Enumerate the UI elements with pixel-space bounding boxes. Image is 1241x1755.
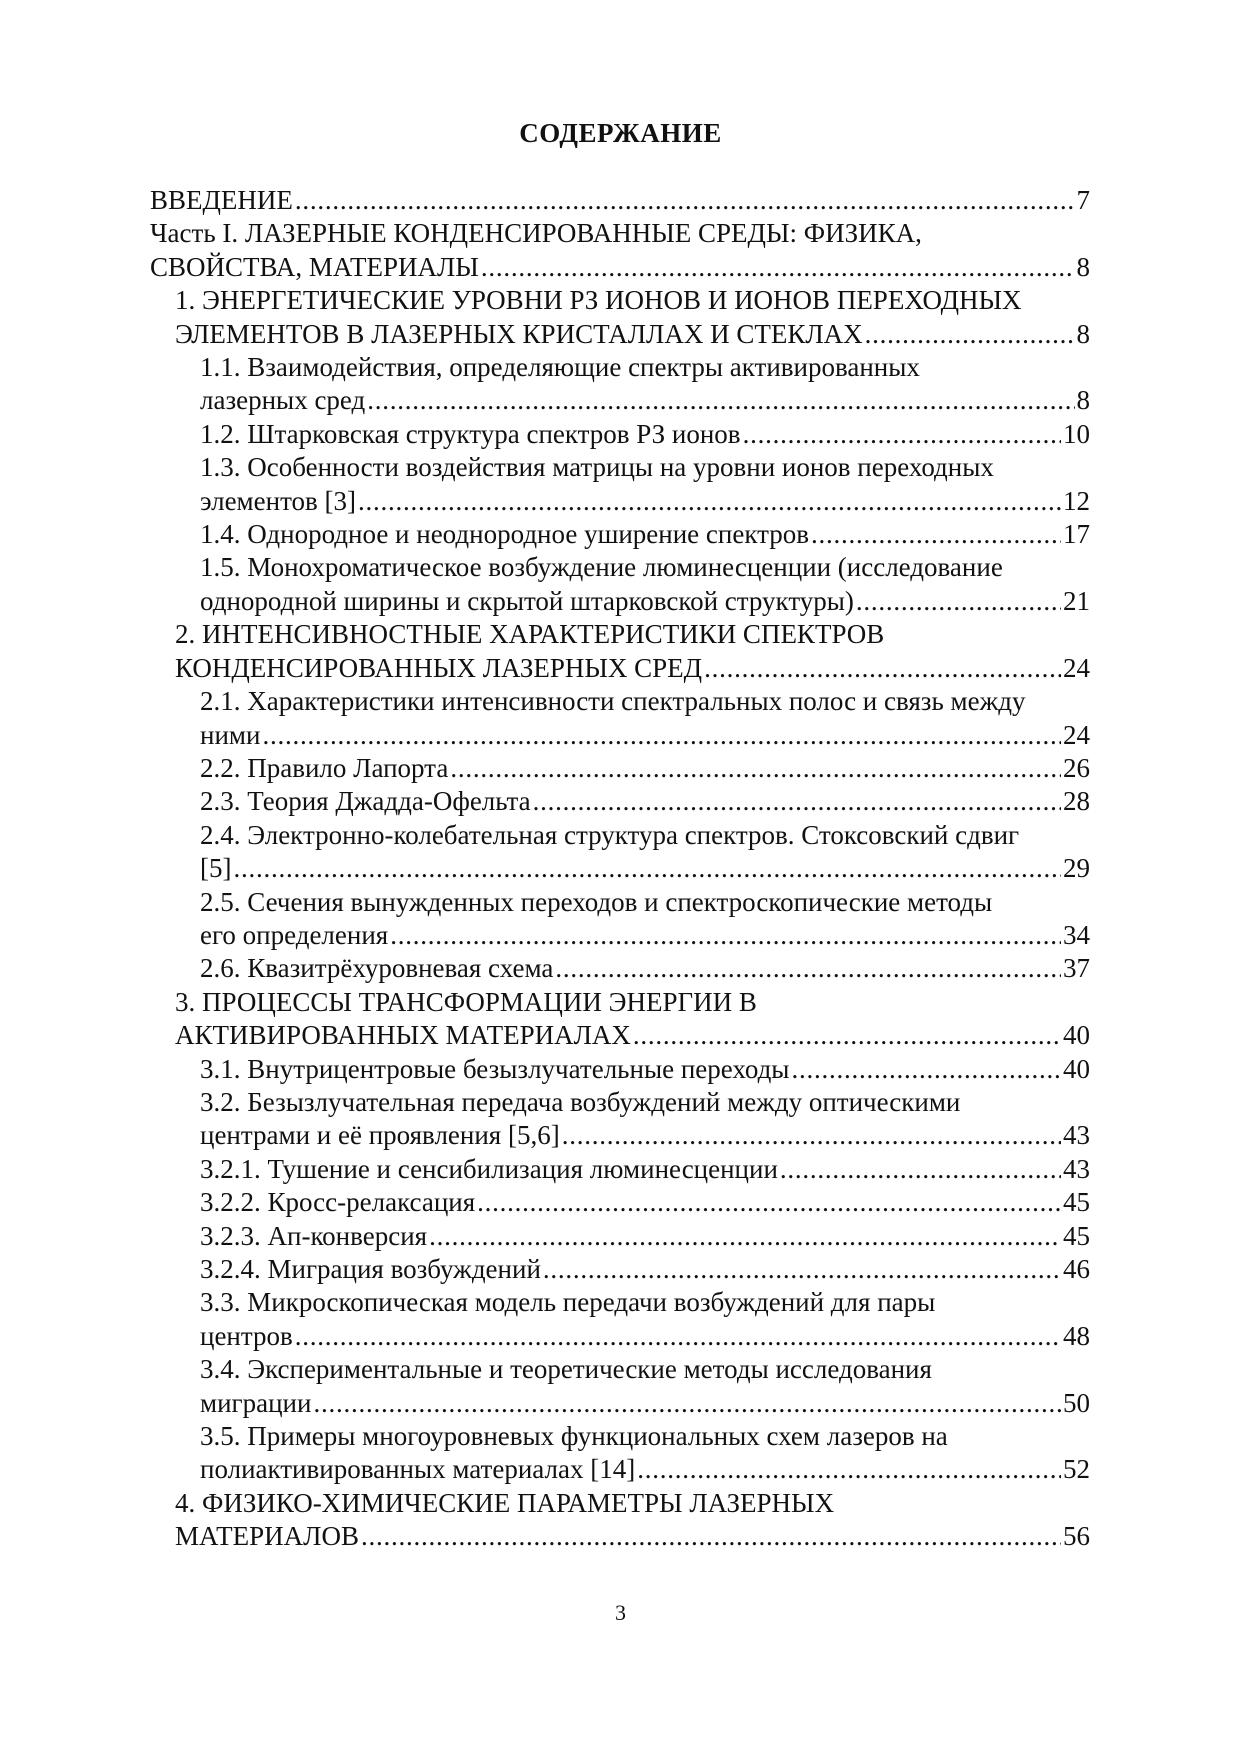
toc-entry-text: 3.1. Внутрицентровые безызлучательные переходы bbox=[200, 1053, 790, 1084]
dot-leader bbox=[562, 1119, 1061, 1152]
toc-entry-text: 4. ФИЗИКО-ХИМИЧЕСКИЕ ПАРАМЕТРЫ ЛАЗЕРНЫХ bbox=[175, 1487, 835, 1518]
toc-entry-text: 2. ИНТЕНСИВНОСТНЫЕ ХАРАКТЕРИСТИКИ СПЕКТРОВ bbox=[175, 619, 885, 650]
toc-entry-page: 46 bbox=[1063, 1254, 1090, 1284]
toc-entry-page: 8 bbox=[1076, 318, 1090, 349]
toc-entry-page: 40 bbox=[1063, 1020, 1090, 1051]
dot-leader bbox=[233, 852, 1061, 885]
toc-entry[interactable] bbox=[150, 451, 1090, 518]
toc-entry-last-line bbox=[200, 852, 1090, 885]
toc-entry-last-line bbox=[200, 1453, 1090, 1486]
toc-entry-last-line bbox=[200, 1153, 1090, 1186]
toc-entry[interactable] bbox=[150, 1487, 1090, 1554]
dot-leader bbox=[450, 752, 1061, 785]
dot-leader bbox=[533, 785, 1061, 818]
toc-entry-page: 45 bbox=[1063, 1220, 1090, 1251]
dot-leader bbox=[555, 952, 1061, 985]
dot-leader bbox=[358, 485, 1061, 518]
toc-entry[interactable] bbox=[150, 752, 1090, 785]
toc-entry-last-line bbox=[200, 485, 1090, 518]
dot-leader bbox=[367, 384, 1074, 417]
toc-entry[interactable] bbox=[150, 1353, 1090, 1420]
dot-leader bbox=[811, 518, 1061, 551]
dot-leader bbox=[543, 1253, 1061, 1286]
toc-entry-text: 1.5. Монохроматическое возбуждение люминесценции (исследование bbox=[200, 552, 1003, 583]
dot-leader bbox=[856, 585, 1061, 618]
toc-entry-text: СВОЙСТВА, МАТЕРИАЛЫ bbox=[150, 251, 479, 282]
toc-entry-page: 34 bbox=[1063, 919, 1090, 950]
dot-leader bbox=[637, 1453, 1061, 1486]
toc-entry-page: 24 bbox=[1063, 719, 1090, 750]
toc-entry-text: 1.2. Штарковская структура спектров РЗ ионов bbox=[200, 418, 741, 449]
toc-entry-last-line bbox=[175, 652, 1090, 685]
toc-entry-page: 26 bbox=[1063, 752, 1090, 783]
toc-entry-page: 52 bbox=[1063, 1454, 1090, 1485]
toc-entry-text: ВВЕДЕНИЕ bbox=[150, 185, 293, 215]
page-title: СОДЕРЖАНИЕ bbox=[519, 118, 722, 148]
dot-leader bbox=[262, 719, 1061, 752]
toc-entry-text: МАТЕРИАЛОВ bbox=[175, 1521, 359, 1552]
toc-entry-text: 3.5. Примеры многоуровневых функциональных схем лазеров на bbox=[200, 1421, 948, 1452]
dot-leader bbox=[743, 418, 1061, 451]
toc-entry-text: 3. ПРОЦЕССЫ ТРАНСФОРМАЦИИ ЭНЕРГИИ В bbox=[175, 986, 757, 1017]
toc-entry-text: 3.2.3. Ап-конверсия bbox=[200, 1220, 428, 1251]
toc-entry[interactable] bbox=[150, 1286, 1090, 1353]
dot-leader bbox=[295, 184, 1075, 217]
toc-entry-text: центрами и её проявления [5,6] bbox=[200, 1120, 560, 1151]
dot-leader bbox=[704, 652, 1061, 685]
toc-entry-text: полиактивированных материалах [14] bbox=[200, 1454, 636, 1485]
toc-entry[interactable] bbox=[150, 551, 1090, 618]
toc-entry-last-line bbox=[200, 1186, 1090, 1219]
toc-entry-page: 21 bbox=[1063, 585, 1090, 616]
toc-entry-text: лазерных сред bbox=[200, 385, 366, 416]
toc-entry-text: 2.5. Сечения вынужденных переходов и спектроскопические методы bbox=[200, 886, 993, 917]
toc-entry-page: 43 bbox=[1063, 1153, 1090, 1184]
toc-entry[interactable] bbox=[150, 819, 1090, 886]
toc-entry-last-line bbox=[150, 184, 1090, 217]
toc-entry[interactable] bbox=[150, 518, 1090, 551]
toc-entry-text: 3.2. Безызлучательная передача возбуждений между оптическими bbox=[200, 1086, 961, 1117]
toc-entry[interactable] bbox=[150, 351, 1090, 418]
toc-entry-text: 3.2.4. Миграция возбуждений bbox=[200, 1254, 541, 1284]
toc-entry-page: 17 bbox=[1063, 519, 1090, 550]
toc-entry-page: 56 bbox=[1063, 1521, 1090, 1552]
toc-entry-text: миграции bbox=[200, 1387, 312, 1418]
toc-entry-text: его определения bbox=[200, 919, 389, 950]
toc-entry-page: 24 bbox=[1063, 652, 1090, 683]
toc-entry-text: ними bbox=[200, 719, 261, 750]
toc-entry-text: 2.6. Квазитрёхуровневая схема bbox=[200, 953, 554, 984]
toc-entry-last-line bbox=[200, 1053, 1090, 1086]
toc-entry-last-line bbox=[200, 1320, 1090, 1353]
toc-entry-page: 50 bbox=[1063, 1387, 1090, 1418]
toc-entry[interactable] bbox=[150, 785, 1090, 818]
toc-entry-page: 37 bbox=[1063, 953, 1090, 984]
toc-entry-text: 1. ЭНЕРГЕТИЧЕСКИЕ УРОВНИ РЗ ИОНОВ И ИОНОВ ПЕРЕХОДНЫХ bbox=[175, 285, 1022, 316]
toc-entry-last-line bbox=[200, 585, 1090, 618]
toc-entry[interactable] bbox=[150, 1220, 1090, 1253]
toc-entry-last-line bbox=[200, 1119, 1090, 1152]
toc-entry[interactable] bbox=[150, 1053, 1090, 1086]
toc-entry-text: центров bbox=[200, 1320, 293, 1351]
toc-entry-last-line bbox=[175, 1520, 1090, 1553]
dot-leader bbox=[865, 318, 1075, 351]
toc-entry-text: 1.3. Особенности воздействия матрицы на уровни ионов переходных bbox=[200, 452, 994, 483]
toc-entry-last-line bbox=[200, 418, 1090, 451]
toc-entry-last-line bbox=[200, 719, 1090, 752]
toc-entry-text: АКТИВИРОВАННЫХ МАТЕРИАЛАХ bbox=[175, 1020, 631, 1051]
toc-entry[interactable] bbox=[150, 217, 1090, 284]
toc-entry[interactable] bbox=[150, 284, 1090, 351]
toc-entry-page: 48 bbox=[1063, 1320, 1090, 1351]
toc-entry-text: Часть I. ЛАЗЕРНЫЕ КОНДЕНСИРОВАННЫЕ СРЕДЫ: ФИЗИКА, bbox=[150, 218, 922, 249]
toc-entry-page: 43 bbox=[1063, 1120, 1090, 1151]
toc-entry[interactable] bbox=[150, 1153, 1090, 1186]
dot-leader bbox=[791, 1053, 1061, 1086]
toc-entry[interactable] bbox=[150, 886, 1090, 953]
toc-entry-text: 3.2.2. Кросс-релаксация bbox=[200, 1187, 476, 1218]
dot-leader bbox=[390, 919, 1061, 952]
toc-entry-page: 8 bbox=[1076, 385, 1090, 416]
toc-entry[interactable] bbox=[150, 1253, 1090, 1286]
toc-entry-page: 7 bbox=[1076, 185, 1090, 215]
page-number: 3 bbox=[615, 1600, 626, 1625]
toc-entry-text: КОНДЕНСИРОВАННЫХ ЛАЗЕРНЫХ СРЕД bbox=[175, 652, 703, 683]
toc-entry-text: однородной ширины и скрытой штарковской структуры) bbox=[200, 585, 854, 616]
dot-leader bbox=[361, 1520, 1061, 1553]
dot-leader bbox=[481, 251, 1075, 284]
table-of-contents bbox=[150, 184, 1090, 1554]
toc-entry-last-line bbox=[200, 785, 1090, 818]
dot-leader bbox=[295, 1320, 1061, 1353]
toc-entry-last-line bbox=[200, 384, 1090, 417]
dot-leader bbox=[780, 1153, 1061, 1186]
dot-leader bbox=[429, 1220, 1061, 1253]
dot-leader bbox=[477, 1186, 1061, 1219]
toc-entry-last-line bbox=[200, 1253, 1090, 1286]
toc-entry-last-line bbox=[200, 952, 1090, 985]
toc-entry-text: 2.1. Характеристики интенсивности спектральных полос и связь между bbox=[200, 686, 1026, 717]
toc-entry-text: 3.3. Микроскопическая модель передачи возбуждений для пары bbox=[200, 1287, 936, 1318]
toc-entry-text: 3.2.1. Тушение и сенсибилизация люминесценции bbox=[200, 1153, 778, 1184]
toc-entry-page: 10 bbox=[1063, 418, 1090, 449]
toc-entry-last-line bbox=[175, 318, 1090, 351]
toc-entry-text: 3.4. Экспериментальные и теоретические методы исследования bbox=[200, 1354, 932, 1385]
toc-entry[interactable] bbox=[150, 418, 1090, 451]
toc-entry-last-line bbox=[200, 752, 1090, 785]
toc-entry-page: 29 bbox=[1063, 853, 1090, 884]
toc-entry-text: 2.3. Теория Джадда-Офельта bbox=[200, 786, 531, 817]
toc-entry-page: 8 bbox=[1076, 251, 1090, 282]
dot-leader bbox=[313, 1387, 1061, 1420]
toc-entry-last-line bbox=[200, 1220, 1090, 1253]
toc-entry-text: 1.4. Однородное и неоднородное уширение спектров bbox=[200, 519, 809, 550]
toc-entry[interactable] bbox=[150, 618, 1090, 685]
toc-entry-last-line bbox=[175, 1019, 1090, 1052]
toc-entry[interactable] bbox=[150, 986, 1090, 1053]
toc-entry-text: 2.2. Правило Лапорта bbox=[200, 752, 449, 783]
toc-entry[interactable] bbox=[150, 1186, 1090, 1219]
toc-entry-text: 2.4. Электронно-колебательная структура спектров. Стоксовский сдвиг bbox=[200, 819, 1020, 850]
toc-entry-last-line bbox=[200, 919, 1090, 952]
dot-leader bbox=[633, 1019, 1061, 1052]
toc-entry-text: элементов [3] bbox=[200, 485, 357, 516]
toc-entry[interactable] bbox=[150, 685, 1090, 752]
toc-entry-page: 28 bbox=[1063, 786, 1090, 817]
toc-entry[interactable] bbox=[150, 1420, 1090, 1487]
toc-entry[interactable] bbox=[150, 184, 1090, 217]
toc-entry-text: [5] bbox=[200, 853, 232, 884]
toc-entry-text: ЭЛЕМЕНТОВ В ЛАЗЕРНЫХ КРИСТАЛЛАХ И СТЕКЛАХ bbox=[175, 318, 863, 349]
toc-entry-text: 1.1. Взаимодействия, определяющие спектры активированных bbox=[200, 352, 920, 383]
toc-entry-last-line bbox=[200, 1387, 1090, 1420]
toc-entry-page: 45 bbox=[1063, 1187, 1090, 1218]
toc-entry-page: 40 bbox=[1063, 1053, 1090, 1084]
toc-entry-page: 12 bbox=[1063, 485, 1090, 516]
toc-entry-last-line bbox=[200, 518, 1090, 551]
toc-entry[interactable] bbox=[150, 1086, 1090, 1153]
toc-entry[interactable] bbox=[150, 952, 1090, 985]
toc-entry-last-line bbox=[150, 251, 1090, 284]
